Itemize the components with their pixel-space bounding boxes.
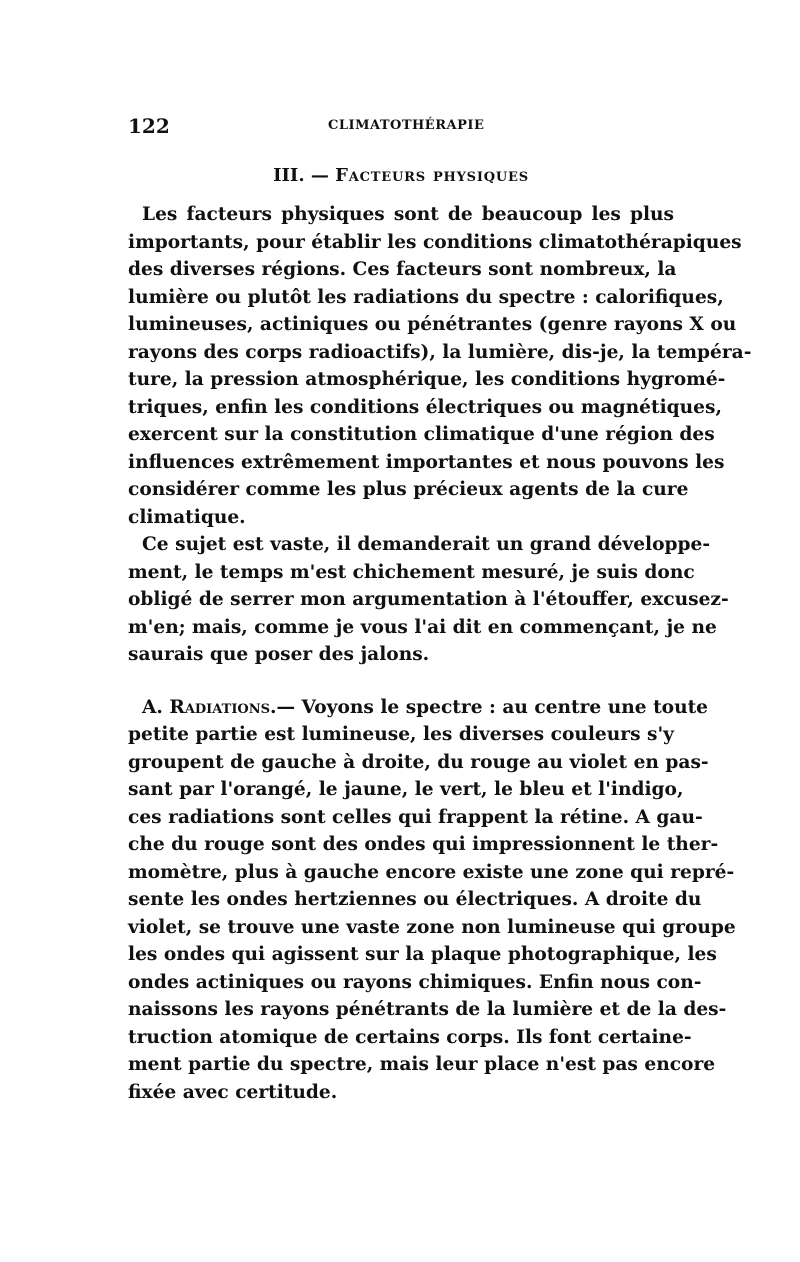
text-line: influences extrêmement importantes et nous pouvons les — [128, 451, 725, 473]
text-line: groupent de gauche à droite, du rouge au violet en pas- — [128, 751, 709, 773]
text-line: ment, le temps m'est chichement mesuré, je suis donc — [128, 561, 695, 583]
text-line: fixée avec certitude. — [128, 1081, 338, 1103]
text-line: considérer comme les plus précieux agents de la cure — [128, 479, 689, 500]
first-line-text: — Voyons le spectre : au centre une toute — [276, 696, 709, 718]
section-title-text: Facteurs physiques — [335, 165, 529, 186]
text-line: des diverses régions. Ces facteurs sont nombreux, la — [128, 259, 677, 280]
text-line: truction atomique de certains corps. Ils font certaine- — [128, 1026, 692, 1048]
text-line: Les facteurs physiques sont de beaucoup les plus — [142, 204, 674, 225]
text-line: triques, enfin les conditions électriques ou magnétiques, — [128, 396, 722, 418]
text-line: les ondes qui agissent sur la plaque photographique, les — [128, 944, 717, 965]
text-line: Ce sujet est vaste, il demanderait un grand développe- — [142, 534, 711, 555]
text-line: lumière ou plutôt les radiations du spectre : calorifiques, — [128, 286, 724, 308]
text-line: petite partie est lumineuse, les diverses couleurs s'y — [128, 724, 674, 745]
text-line: ondes actiniques ou rayons chimiques. Enfin nous con- — [128, 971, 702, 993]
text-line: ment partie du spectre, mais leur place n'est pas encore — [128, 1054, 716, 1075]
paragraph-3 — [128, 694, 736, 1107]
text-line: che du rouge sont des ondes qui impressionnent le ther- — [128, 834, 719, 855]
text-line: sant par l'orangé, le jaune, le vert, le bleu et l'indigo, — [128, 779, 684, 800]
paragraph-gap — [128, 669, 674, 694]
body-text — [128, 201, 752, 1106]
text-line: rayons des corps radioactifs), la lumière, dis-je, la tempéra- — [128, 341, 752, 363]
text-line: momètre, plus à gauche encore existe une zone qui repré- — [128, 861, 735, 883]
running-title: CLIMATOTHÉRAPIE — [328, 118, 485, 133]
text-line: lumineuses, actiniques ou pénétrantes (genre rayons X ou — [128, 314, 737, 335]
page-number: 122 — [128, 114, 170, 138]
subsection-heading: A. Radiations. — [142, 696, 277, 718]
text-line: exercent sur la constitution climatique d'une région des — [128, 424, 715, 445]
paragraph-2 — [128, 531, 729, 669]
text-line: m'en; mais, comme je vous l'ai dit en commençant, je ne — [128, 616, 717, 638]
text-line: sente les ondes hertziennes ou électriques. A droite du — [128, 889, 702, 910]
text-line: naissons les rayons pénétrants de la lumière et de la des- — [128, 999, 727, 1020]
text-line — [128, 694, 709, 722]
running-head — [128, 114, 674, 138]
text-line: obligé de serrer mon argumentation à l'étouffer, excusez- — [128, 589, 729, 610]
paragraph-1 — [128, 201, 752, 531]
section-title — [128, 164, 674, 188]
section-number: III. — — [273, 165, 329, 186]
text-line: saurais que poser des jalons. — [128, 644, 430, 665]
text-line: importants, pour établir les conditions climatothérapiques — [128, 231, 742, 253]
text-line: violet, se trouve une vaste zone non lumineuse qui groupe — [128, 916, 736, 938]
text-line: ture, la pression atmosphérique, les conditions hygromé- — [128, 369, 726, 390]
text-line: climatique. — [128, 506, 246, 528]
text-line: ces radiations sont celles qui frappent la rétine. A gau- — [128, 806, 703, 828]
